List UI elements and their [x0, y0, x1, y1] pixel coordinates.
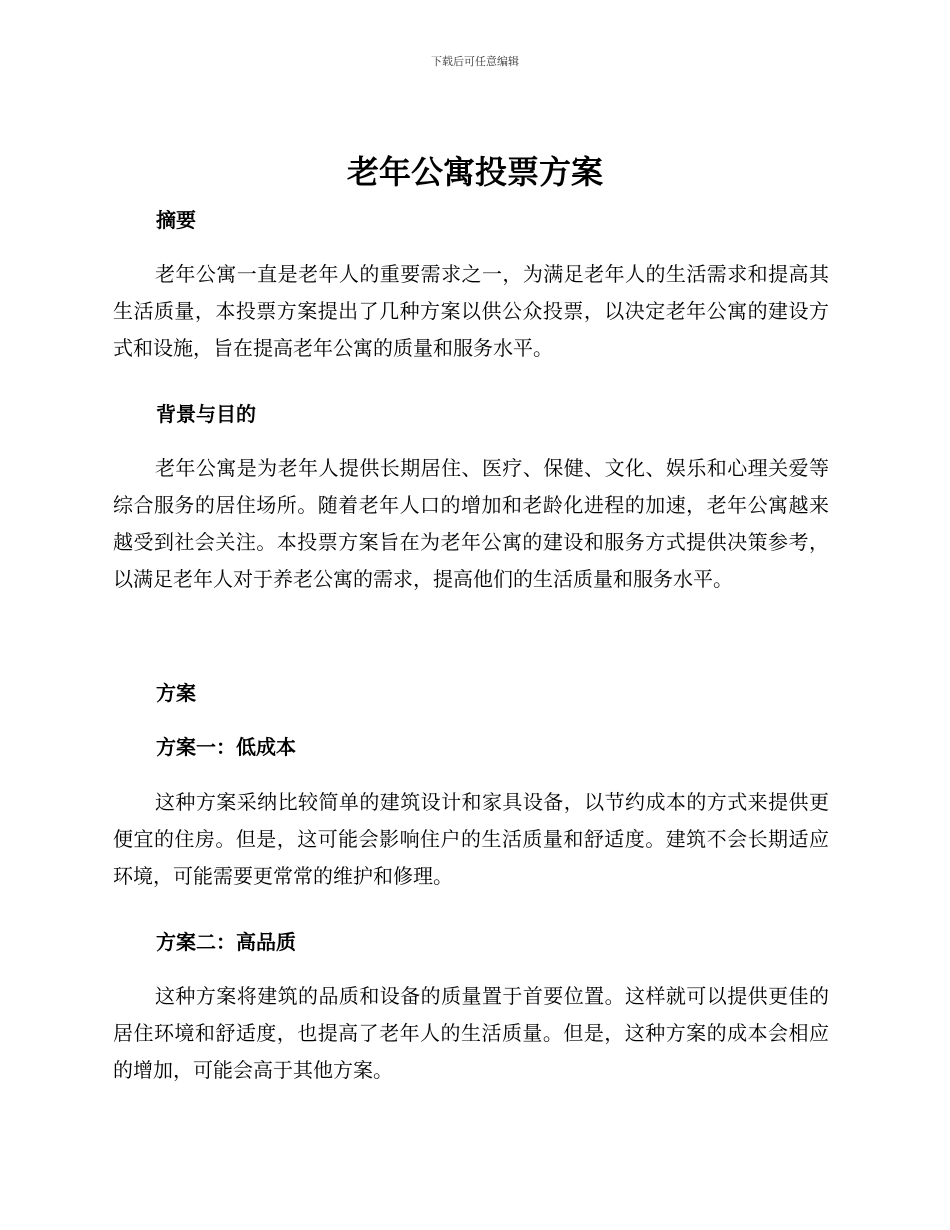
section-heading-plans: 方案	[156, 681, 196, 705]
page-header-text: 下载后可任意编辑	[431, 55, 519, 68]
section-body-abstract: 老年公寓一直是老年人的重要需求之一，为满足老年人的生活需求和提高其生活质量，本投票方案提出了几种方案以供公众投票，以决定老年公寓的建设方式和设施，旨在提高老年公寓的质量和服务水平。	[113, 262, 829, 360]
section-body-background: 老年公寓是为老年人提供长期居住、医疗、保健、文化、娱乐和心理关爱等综合服务的居住场所。随着老年人口的增加和老龄化进程的加速，老年公寓越来越受到社会关注。本投票方案旨在为老年公寓的建设和服务方式提供决策参考，以满足老年人对于养老公寓的需求，提高他们的生活质量和服务水平。	[113, 456, 829, 591]
document-title: 老年公寓投票方案	[346, 153, 603, 191]
section-heading-plan-one: 方案一：低成本	[156, 735, 296, 759]
section-heading-abstract: 摘要	[156, 208, 196, 232]
section-heading-plan-two: 方案二：高品质	[156, 930, 296, 954]
section-body-plan-two: 这种方案将建筑的品质和设备的质量置于首要位置。这样就可以提供更佳的居住环境和舒适度，也提高了老年人的生活质量。但是，这种方案的成本会相应的增加，可能会高于其他方案。	[113, 984, 829, 1082]
section-body-plan-one: 这种方案采纳比较简单的建筑设计和家具设备，以节约成本的方式来提供更便宜的住房。但是，这可能会影响住户的生活质量和舒适度。建筑不会长期适应环境，可能需要更常常的维护和修理。	[113, 790, 829, 888]
section-heading-background: 背景与目的	[156, 402, 256, 426]
